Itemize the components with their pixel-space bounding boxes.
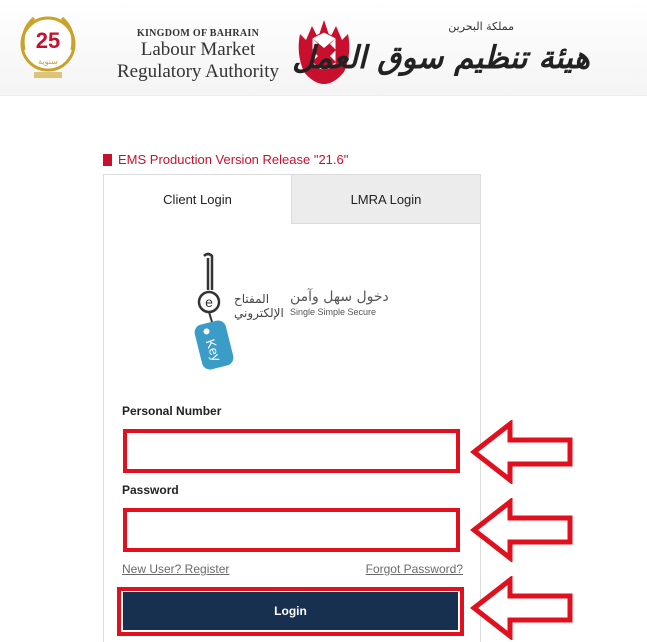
kingdom-label: KINGDOM OF BAHRAIN: [136, 28, 260, 39]
password-input[interactable]: [123, 508, 460, 552]
password-label: Password: [122, 483, 179, 497]
left-arrow-icon: [470, 498, 584, 562]
ekey-letter: e: [205, 294, 213, 310]
org-name-english: [108, 28, 288, 83]
left-arrow-icon: [470, 420, 584, 484]
personal-number-input[interactable]: [123, 429, 460, 473]
anniversary-badge-icon: [16, 10, 80, 82]
page-header: [0, 0, 647, 96]
tab-lmra-login[interactable]: [292, 174, 481, 224]
form-links: [122, 562, 463, 576]
tab-label: Client Login: [163, 192, 232, 207]
red-square-icon: [103, 154, 112, 166]
kingdom-label-arabic: مملكة البحرين: [448, 20, 514, 33]
register-link[interactable]: New User? Register: [122, 562, 230, 576]
org-name-line2: Regulatory Authority: [116, 61, 279, 82]
org-name-arabic-text: هيئة تنظيم سوق العمل: [292, 40, 590, 76]
login-tabs: [103, 174, 481, 224]
release-notice: [103, 152, 348, 167]
ekey-arabic-name-2: الإلكتروني: [234, 306, 284, 320]
tab-label: LMRA Login: [350, 191, 422, 207]
ekey-logo: [194, 250, 394, 376]
tab-client-login[interactable]: [103, 174, 292, 224]
personal-number-label: Personal Number: [122, 404, 222, 418]
ekey-key-text: Key: [202, 337, 225, 364]
login-button[interactable]: Login: [123, 592, 458, 630]
org-name-line1: Labour Market: [140, 39, 256, 60]
org-name-arabic: [292, 14, 594, 90]
ekey-arabic-tagline: دخول سهل وآمن: [290, 289, 389, 305]
ekey-tagline: Single Simple Secure: [290, 307, 377, 317]
release-text: EMS Production Version Release "21.6": [118, 152, 349, 167]
anniversary-caption: سنوية: [38, 57, 58, 66]
ekey-arabic-name-1: المفتاح: [234, 292, 270, 306]
forgot-password-link[interactable]: Forgot Password?: [365, 562, 463, 576]
anniversary-number: 25: [35, 28, 61, 53]
left-arrow-icon: [470, 576, 584, 640]
